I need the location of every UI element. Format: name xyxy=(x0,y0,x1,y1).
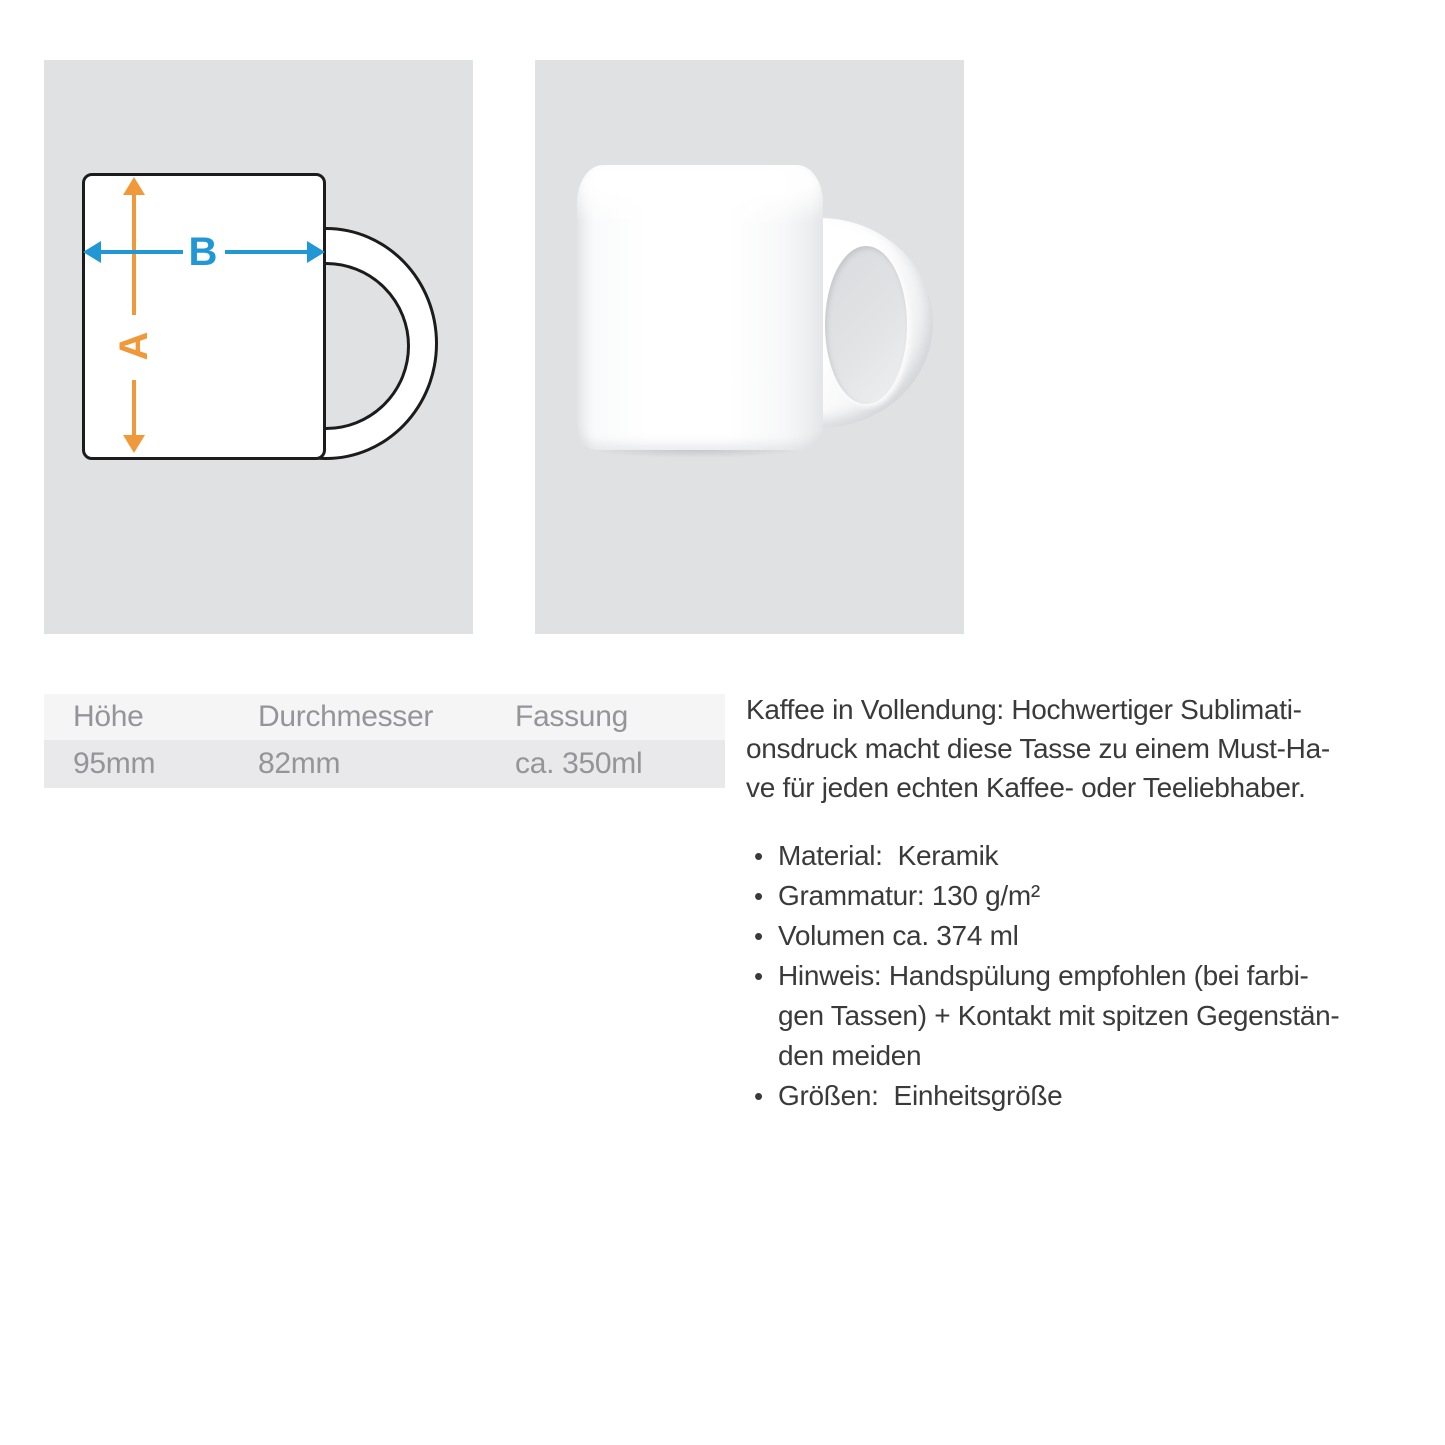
list-item-volumen xyxy=(746,916,1422,956)
width-arrow-line xyxy=(225,250,307,254)
description-line: Kaffee in Vollendung: Hochwertiger Sublimati- xyxy=(746,694,1302,725)
spec-value-durchmesser: 82mm xyxy=(258,747,341,780)
spec-header-hoehe: Höhe xyxy=(73,700,144,733)
width-dimension-label: B xyxy=(188,229,218,274)
mug-photo-body xyxy=(577,165,823,450)
product-photo-panel xyxy=(535,60,964,634)
list-item-line: den meiden xyxy=(778,1040,922,1071)
height-dimension-label: A xyxy=(111,331,156,361)
width-arrow-left-icon xyxy=(83,241,101,263)
bullet-icon: • xyxy=(754,881,763,911)
product-description xyxy=(746,690,1422,1116)
list-item-line: Grammatur: 130 g/m² xyxy=(778,880,1040,911)
product-feature-list xyxy=(746,836,1422,1116)
list-item-groessen xyxy=(746,1076,1422,1116)
height-arrow-up-icon xyxy=(123,177,145,195)
height-arrow-line xyxy=(132,380,136,435)
spec-header-durchmesser: Durchmesser xyxy=(258,700,434,733)
width-arrow-right-icon xyxy=(307,241,325,263)
width-arrow-line xyxy=(101,250,183,254)
list-item-line: gen Tassen) + Kontakt mit spitzen Gegenstän- xyxy=(778,1000,1340,1031)
spec-value-fassung: ca. 350ml xyxy=(515,747,643,780)
list-item-text xyxy=(778,956,1422,1076)
list-item-text xyxy=(778,876,1422,916)
description-intro-paragraph xyxy=(746,690,1422,807)
description-line: onsdruck macht diese Tasse zu einem Must-Ha- xyxy=(746,733,1330,764)
list-item-line: Größen: Einheitsgröße xyxy=(778,1080,1063,1111)
bullet-icon: • xyxy=(754,1081,763,1111)
spec-table-header-row xyxy=(44,694,725,740)
bullet-icon: • xyxy=(754,961,763,991)
list-item-text xyxy=(778,1076,1422,1116)
list-item-line: Hinweis: Handspülung empfohlen (bei farbi- xyxy=(778,960,1309,991)
list-item-line: Material: Keramik xyxy=(778,840,999,871)
list-item-grammatur xyxy=(746,876,1422,916)
spec-table-value-row xyxy=(44,740,725,788)
list-item-material xyxy=(746,836,1422,876)
size-diagram-panel xyxy=(44,60,473,634)
spec-value-hoehe: 95mm xyxy=(73,747,156,780)
list-item-text xyxy=(778,836,1422,876)
height-arrow-line xyxy=(132,195,136,315)
height-arrow-down-icon xyxy=(123,435,145,453)
list-item-line: Volumen ca. 374 ml xyxy=(778,920,1019,951)
spec-header-fassung: Fassung xyxy=(515,700,628,733)
list-item-hinweis xyxy=(746,956,1422,1076)
list-item-text xyxy=(778,916,1422,956)
bullet-icon: • xyxy=(754,841,763,871)
description-line: ve für jeden echten Kaffee- oder Teeliebhaber. xyxy=(746,772,1306,803)
spec-table xyxy=(44,694,725,788)
mug-photo-handle-hole xyxy=(825,246,907,404)
bullet-icon: • xyxy=(754,921,763,951)
